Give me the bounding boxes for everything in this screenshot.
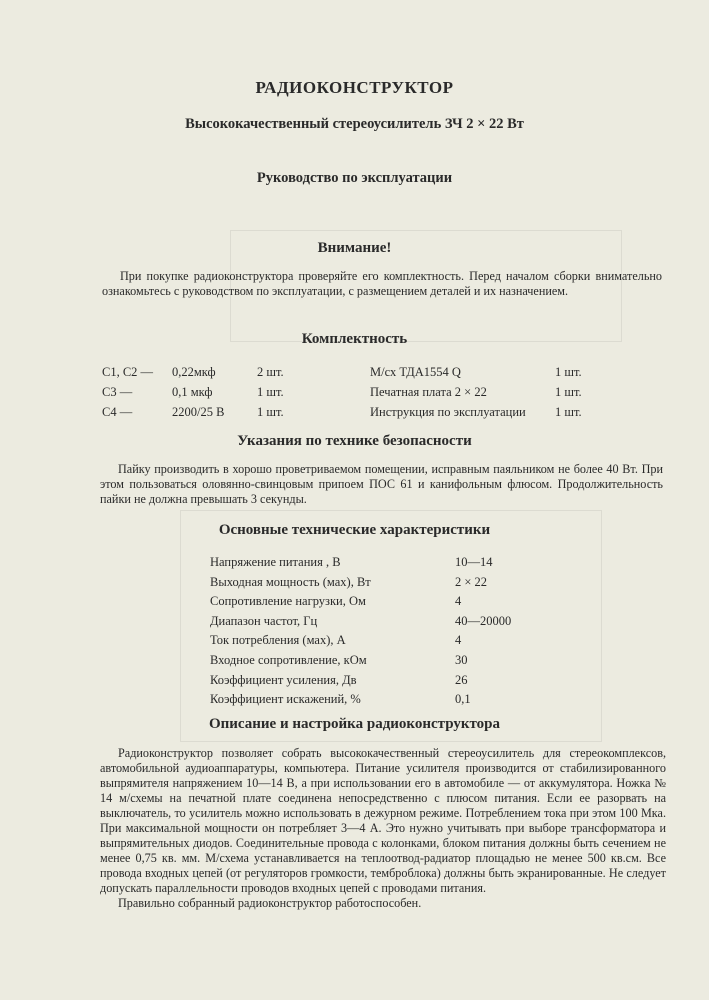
spec-value: 4 (455, 633, 462, 648)
kit-qty: 1 шт. (257, 405, 284, 419)
description-text (100, 746, 666, 911)
kit-item: М/сх ТДА1554 Q (370, 365, 461, 379)
kit-row (370, 362, 582, 382)
kit-left-list (102, 362, 284, 422)
description-heading: Описание и настройка радиоконструктора (208, 716, 501, 732)
spec-name: Коэффициент усиления, Дв (210, 672, 357, 687)
safety-heading: Указания по технике безопасности (237, 433, 472, 449)
kit-right-list (370, 362, 582, 422)
attention-heading: Внимание! (317, 240, 392, 256)
specs-heading: Основные технические характеристики (218, 522, 491, 538)
kit-part: С1, С2 — (102, 365, 154, 379)
kit-item: Печатная плата 2 × 22 (370, 385, 487, 399)
spec-value: 40—20000 (455, 613, 512, 628)
kit-qty: 1 шт. (257, 385, 284, 399)
kit-qty: 2 шт. (257, 365, 284, 379)
kit-item: Инструкция по эксплуатации (370, 405, 526, 419)
attention-text (102, 269, 662, 299)
safety-paragraph: Пайку производить в хорошо проветриваемом помещении, исправным паяльником не более 40 Вт. При этом пользоваться оловянно-свинцовым припоем ПОС 61 и канифольным флюсом. Продолжительность пайки не должна превышать 3 секунды. (100, 462, 663, 506)
safety-text (100, 462, 663, 507)
kit-value: 2200/25 В (172, 405, 225, 419)
kit-part: С4 — (102, 405, 133, 419)
kit-row (102, 382, 284, 402)
kit-heading: Комплектность (301, 331, 408, 347)
spec-name: Диапазон частот, Гц (210, 613, 318, 628)
spec-row (210, 592, 511, 612)
description-paragraph: Радиоконструктор позволяет собрать высококачественный стереоусилитель для стереокомплексов, автомобильной аудиоаппаратуры, компьютера. Питание усилителя производится от стабилизированного выпрямителя напряжением 10—14 В, а при использовании его в автомобиле — от аккумулятора. Ножка № 14 м/схемы на печатной плате соединена непосредственно с плюсом питания. Если ее разорвать на выключатель, то усилитель можно использовать в дежурном режиме. Потреблением тока при этом 100 Мка. При максимальной мощности он потребляет 3—4 А. Это нужно учитывать при выборе трансформатора и выпрямительных диодов. Соединительные провода с колонками, блоком питания должны быть сечением не менее 0,75 кв. мм. М/схема устанавливается на теплоотвод-радиатор площадью не менее 500 кв.см. Все провода входных цепей (от регуляторов громкости, темброблока) должны быть экранированные. Не следует допускать параллельности проводов входных цепей с проводами питания. (100, 746, 666, 895)
spec-row (210, 671, 511, 691)
kit-row (370, 382, 582, 402)
spec-name: Коэффициент искажений, % (210, 692, 361, 707)
kit-row (370, 402, 582, 422)
specs-table (210, 553, 511, 710)
kit-row (102, 362, 284, 382)
spec-name: Входное сопротивление, кОм (210, 652, 367, 667)
doc-manual-heading: Руководство по эксплуатации (256, 170, 453, 186)
kit-value: 0,22мкф (172, 365, 216, 379)
attention-paragraph: При покупке радиоконструктора проверяйте его комплектность. Перед началом сборки внимательно ознакомьтесь с руководством по эксплуатации, с размещением деталей и их назначением. (102, 269, 662, 298)
kit-row (102, 402, 284, 422)
spec-row (210, 690, 511, 710)
doc-title: РАДИОКОНСТРУКТОР (255, 78, 454, 97)
spec-value: 26 (455, 672, 468, 687)
spec-name: Выходная мощность (мах), Вт (210, 574, 371, 589)
kit-part: С3 — (102, 385, 133, 399)
description-conclusion: Правильно собранный радиоконструктор работоспособен. (118, 896, 422, 910)
spec-row (210, 631, 511, 651)
spec-row (210, 612, 511, 632)
spec-row (210, 651, 511, 671)
kit-value: 0,1 мкф (172, 385, 213, 399)
spec-value: 0,1 (455, 692, 471, 707)
spec-value: 30 (455, 652, 468, 667)
kit-qty: 1 шт. (555, 405, 582, 419)
spec-value: 10—14 (455, 555, 493, 569)
kit-qty: 1 шт. (555, 385, 582, 399)
spec-name: Ток потребления (мах), А (210, 633, 346, 648)
spec-value: 2 × 22 (455, 574, 488, 589)
spec-name: Напряжение питания , В (210, 555, 341, 569)
doc-subtitle: Высококачественный стереоусилитель ЗЧ 2 × 22 Вт (185, 116, 524, 132)
kit-qty: 1 шт. (555, 365, 582, 379)
spec-value: 4 (455, 594, 462, 609)
spec-row (210, 573, 511, 593)
spec-name: Сопротивление нагрузки, Ом (210, 594, 366, 609)
spec-row (210, 553, 511, 573)
